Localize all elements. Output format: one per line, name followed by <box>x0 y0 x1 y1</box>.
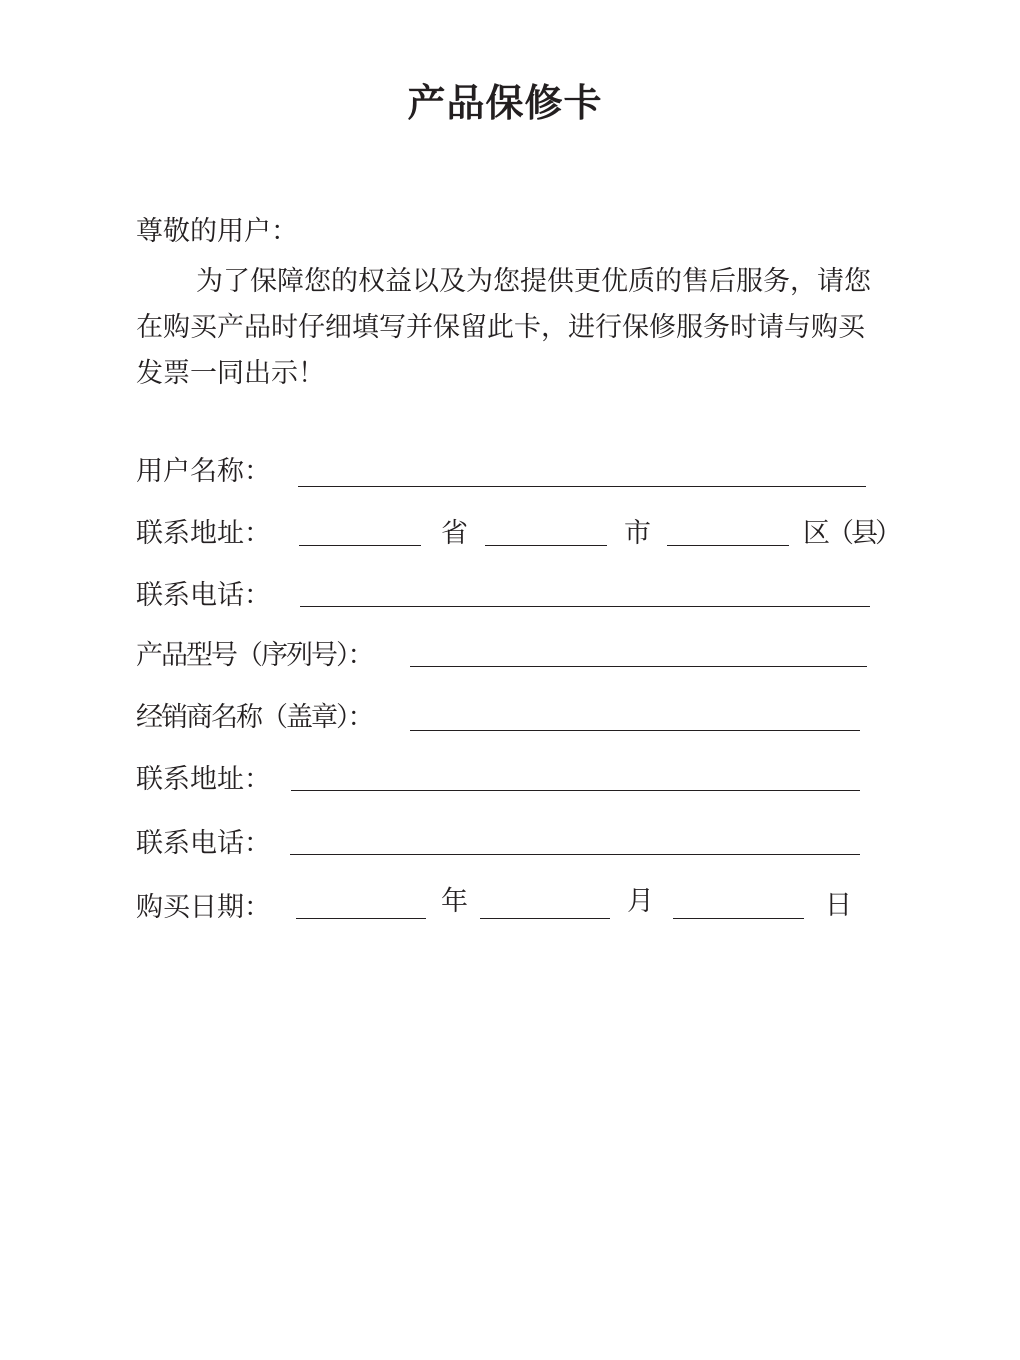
intro-paragraph-text: 为了保障您的权益以及为您提供更优质的售后服务，请您在购买产品时仔细填写并保留此卡，进行保修服务时请与购买发票一同出示！ <box>136 266 871 389</box>
month-label: 月 <box>627 886 654 917</box>
year-field[interactable] <box>296 918 426 919</box>
page-title: 产品保修卡 <box>407 81 603 125</box>
city-field[interactable] <box>485 545 607 546</box>
dealer-phone-label: 联系电话： <box>136 828 271 859</box>
phone-label: 联系电话： <box>136 580 271 611</box>
intro-paragraph <box>136 259 876 397</box>
province-field[interactable] <box>299 545 421 546</box>
day-field[interactable] <box>673 918 804 919</box>
dealer-field[interactable] <box>410 730 860 731</box>
dealer-address-field[interactable] <box>291 790 860 791</box>
province-label: 省 <box>441 518 468 549</box>
dealer-label: 经销商名称（盖章）： <box>136 702 373 733</box>
phone-field[interactable] <box>300 606 870 607</box>
user-name-field[interactable] <box>298 486 866 487</box>
model-label: 产品型号（序列号）： <box>136 640 373 671</box>
district-field[interactable] <box>667 545 789 546</box>
month-field[interactable] <box>480 918 610 919</box>
dealer-phone-field[interactable] <box>290 854 860 855</box>
model-field[interactable] <box>410 666 867 667</box>
purchase-date-label: 购买日期： <box>136 892 271 923</box>
dealer-address-label: 联系地址： <box>136 764 271 795</box>
city-label: 市 <box>624 518 651 549</box>
district-label: 区（县） <box>803 518 899 549</box>
address-label: 联系地址： <box>136 518 271 549</box>
day-label: 日 <box>825 890 852 921</box>
user-name-label: 用户名称： <box>136 456 271 487</box>
year-label: 年 <box>441 886 468 917</box>
greeting: 尊敬的用户： <box>136 216 298 247</box>
